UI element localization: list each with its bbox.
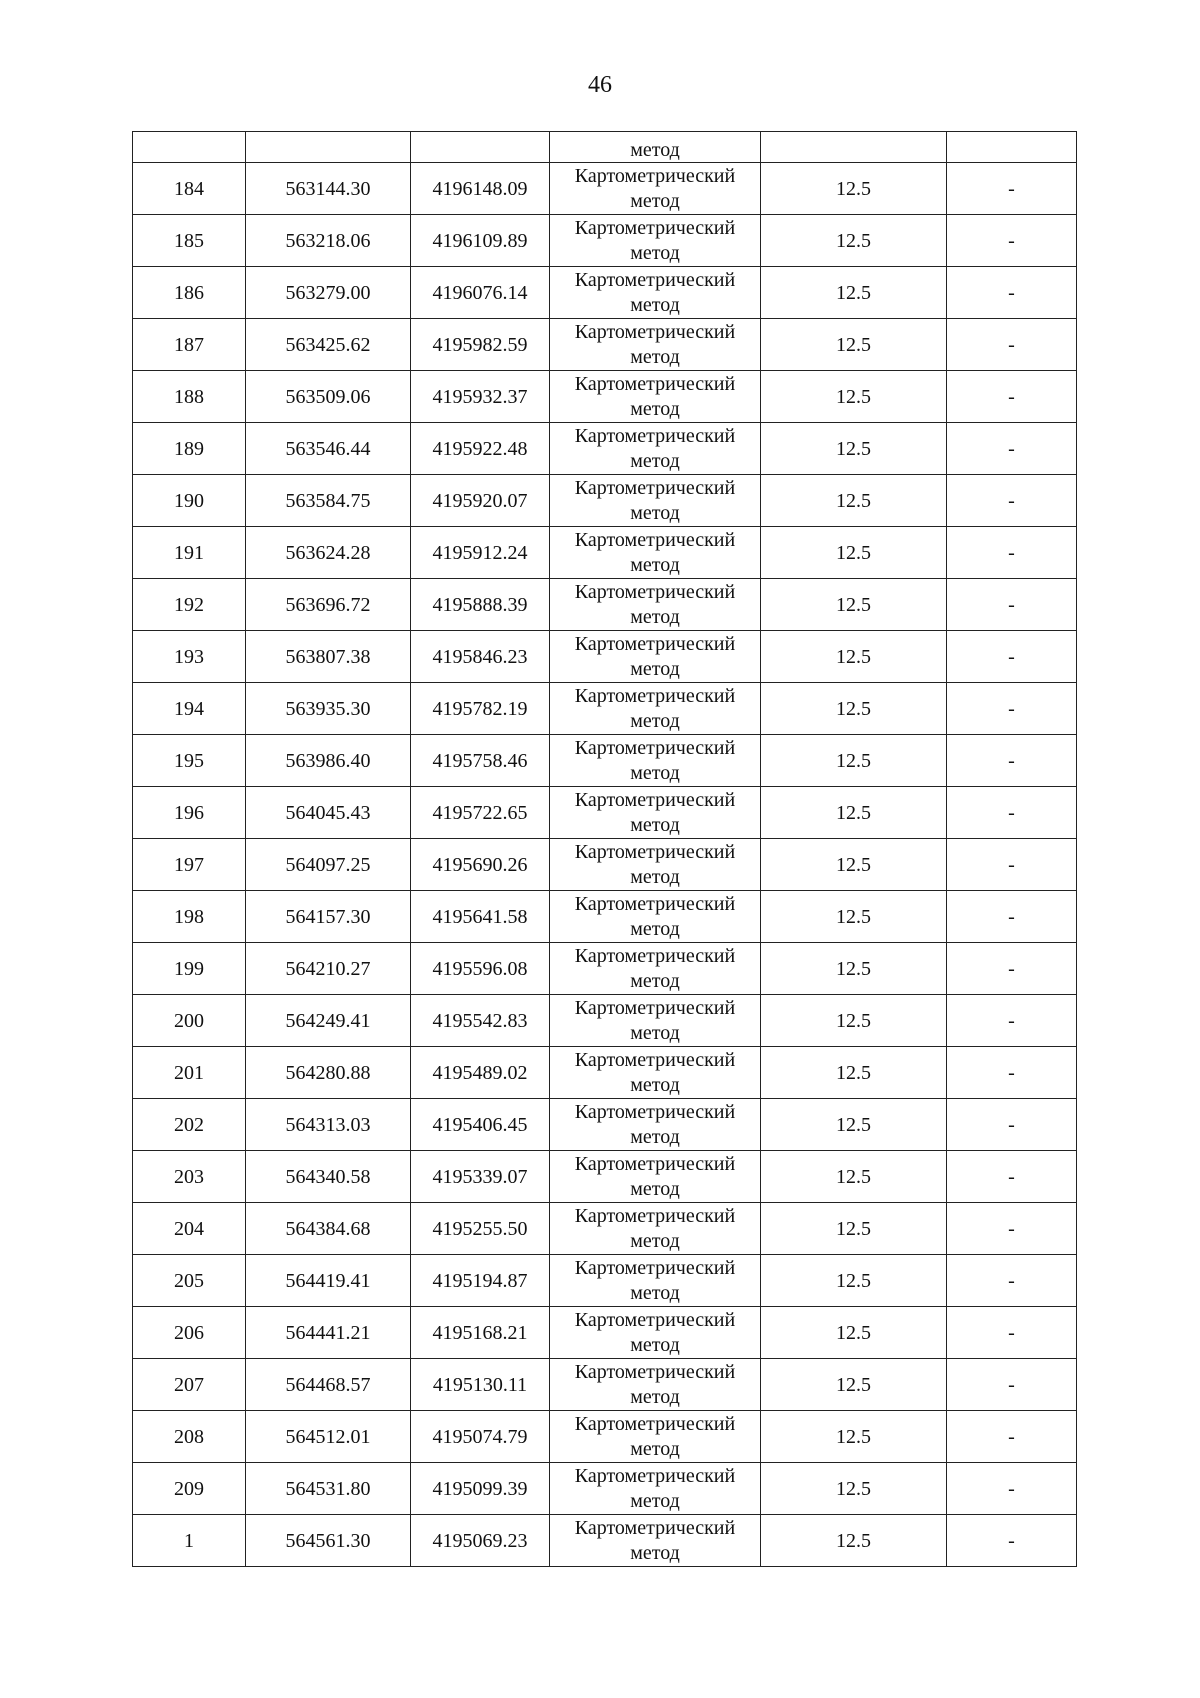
method-line-1: Картометрический (574, 840, 736, 863)
y-coordinate-cell: 4195255.50 (411, 1203, 550, 1255)
note-cell: - (947, 267, 1077, 319)
method-line-2: метод (630, 1073, 680, 1096)
point-number-cell: 209 (133, 1463, 246, 1515)
y-coordinate-cell: 4195406.45 (411, 1099, 550, 1151)
x-coordinate-cell: 564512.01 (246, 1411, 411, 1463)
method-line-2: метод (630, 917, 680, 940)
point-number-cell: 186 (133, 267, 246, 319)
note-cell: - (947, 1359, 1077, 1411)
point-number-cell: 199 (133, 943, 246, 995)
method-line-2: метод (630, 553, 680, 576)
method-line-2: метод (630, 1021, 680, 1044)
accuracy-cell: 12.5 (761, 891, 947, 943)
method-line-1: Картометрический (574, 1256, 736, 1279)
method-line-2: метод (630, 501, 680, 524)
x-coordinate-cell: 563624.28 (246, 527, 411, 579)
x-coordinate-cell: 563144.30 (246, 163, 411, 215)
y-coordinate-cell: 4196148.09 (411, 163, 550, 215)
note-cell: - (947, 423, 1077, 475)
method-cell (550, 631, 761, 683)
table-row (133, 1151, 1077, 1203)
method-cell (550, 1515, 761, 1567)
accuracy-cell: 12.5 (761, 1255, 947, 1307)
method-line-2: метод (630, 865, 680, 888)
method-line-1: Картометрический (574, 528, 736, 551)
note-cell: - (947, 839, 1077, 891)
y-coordinate-cell: 4195846.23 (411, 631, 550, 683)
table-row (133, 215, 1077, 267)
method-cell (550, 319, 761, 371)
point-number-cell: 197 (133, 839, 246, 891)
point-number-cell: 191 (133, 527, 246, 579)
method-line-2: метод (630, 1125, 680, 1148)
method-line-1: Картометрический (574, 1308, 736, 1331)
method-line-2: метод (630, 189, 680, 212)
method-line-2: метод (630, 1177, 680, 1200)
note-cell: - (947, 1047, 1077, 1099)
y-coordinate-cell: 4195489.02 (411, 1047, 550, 1099)
table-row (133, 1047, 1077, 1099)
table-row (133, 1099, 1077, 1151)
y-coordinate-cell: 4195074.79 (411, 1411, 550, 1463)
note-cell: - (947, 735, 1077, 787)
table-row (133, 1411, 1077, 1463)
accuracy-cell: 12.5 (761, 1203, 947, 1255)
x-coordinate-cell: 564561.30 (246, 1515, 411, 1567)
method-line-2: метод (630, 397, 680, 420)
method-line-1: Картометрический (574, 1048, 736, 1071)
y-coordinate-cell: 4195641.58 (411, 891, 550, 943)
accuracy-cell: 12.5 (761, 1359, 947, 1411)
x-coordinate-cell: 564249.41 (246, 995, 411, 1047)
accuracy-cell: 12.5 (761, 735, 947, 787)
method-line-2: метод (630, 1229, 680, 1252)
accuracy-cell: 12.5 (761, 1411, 947, 1463)
method-line-2: метод (630, 449, 680, 472)
accuracy-cell: 12.5 (761, 1099, 947, 1151)
note-cell: - (947, 1151, 1077, 1203)
note-cell: - (947, 1203, 1077, 1255)
method-line-1: Картометрический (574, 164, 736, 187)
point-number-cell: 188 (133, 371, 246, 423)
note-cell: - (947, 1515, 1077, 1567)
accuracy-cell: 12.5 (761, 1463, 947, 1515)
x-coordinate-cell: 564097.25 (246, 839, 411, 891)
y-coordinate-cell: 4195982.59 (411, 319, 550, 371)
y-coordinate-cell: 4195130.11 (411, 1359, 550, 1411)
y-coordinate-cell: 4195168.21 (411, 1307, 550, 1359)
method-cell (550, 1255, 761, 1307)
method-cell (550, 163, 761, 215)
y-coordinate-cell: 4195782.19 (411, 683, 550, 735)
method-line-2: метод (630, 293, 680, 316)
method-line-1: Картометрический (574, 1412, 736, 1435)
table-row (133, 735, 1077, 787)
point-number-cell: 185 (133, 215, 246, 267)
continuation-row (133, 132, 1077, 163)
point-number-cell: 200 (133, 995, 246, 1047)
method-line-1: Картометрический (574, 1464, 736, 1487)
point-number-cell: 206 (133, 1307, 246, 1359)
method-line-1: Картометрический (574, 320, 736, 343)
accuracy-cell: 12.5 (761, 943, 947, 995)
note-cell: - (947, 891, 1077, 943)
x-coordinate-cell: 563546.44 (246, 423, 411, 475)
y-coordinate-cell: 4195339.07 (411, 1151, 550, 1203)
accuracy-cell: 12.5 (761, 527, 947, 579)
point-number-cell: 193 (133, 631, 246, 683)
accuracy-cell: 12.5 (761, 267, 947, 319)
method-line-2: метод (630, 657, 680, 680)
y-coordinate-cell: 4195542.83 (411, 995, 550, 1047)
table-row (133, 839, 1077, 891)
point-number-cell: 194 (133, 683, 246, 735)
accuracy-cell: 12.5 (761, 1307, 947, 1359)
method-cell (550, 1463, 761, 1515)
method-line-2: метод (630, 1385, 680, 1408)
note-cell: - (947, 787, 1077, 839)
accuracy-cell: 12.5 (761, 1515, 947, 1567)
point-number-cell: 205 (133, 1255, 246, 1307)
method-cell (550, 1307, 761, 1359)
method-cell (550, 943, 761, 995)
table-row (133, 943, 1077, 995)
x-coordinate-cell: 564045.43 (246, 787, 411, 839)
table-row (133, 371, 1077, 423)
accuracy-cell: 12.5 (761, 319, 947, 371)
note-cell: - (947, 1463, 1077, 1515)
table-row (133, 1255, 1077, 1307)
x-coordinate-cell: 564468.57 (246, 1359, 411, 1411)
method-cell (550, 1359, 761, 1411)
method-cell (550, 215, 761, 267)
method-cell (550, 839, 761, 891)
table-row (133, 631, 1077, 683)
x-coordinate-cell: 564419.41 (246, 1255, 411, 1307)
method-line-1: Картометрический (574, 1516, 736, 1539)
method-line-2: метод (630, 1281, 680, 1304)
method-cell (550, 1203, 761, 1255)
note-cell: - (947, 475, 1077, 527)
accuracy-cell: 12.5 (761, 1151, 947, 1203)
method-line-2: метод (630, 969, 680, 992)
point-number-cell: 198 (133, 891, 246, 943)
note-cell: - (947, 1099, 1077, 1151)
x-coordinate-cell: 563696.72 (246, 579, 411, 631)
x-coordinate-cell: 564531.80 (246, 1463, 411, 1515)
accuracy-cell: 12.5 (761, 371, 947, 423)
note-cell: - (947, 1255, 1077, 1307)
x-coordinate-cell: 564441.21 (246, 1307, 411, 1359)
method-line-1: Картометрический (574, 736, 736, 759)
method-line-1: Картометрический (574, 580, 736, 603)
accuracy-cell: 12.5 (761, 163, 947, 215)
accuracy-cell: 12.5 (761, 579, 947, 631)
method-line-2: метод (630, 1437, 680, 1460)
x-coordinate-cell: 563279.00 (246, 267, 411, 319)
table-row (133, 527, 1077, 579)
x-coordinate-cell: 563509.06 (246, 371, 411, 423)
y-coordinate-cell: 4195690.26 (411, 839, 550, 891)
y-coordinate-cell: 4195758.46 (411, 735, 550, 787)
method-line-2: метод (630, 1333, 680, 1356)
table-row (133, 475, 1077, 527)
method-cell (550, 787, 761, 839)
y-coordinate-cell: 4195888.39 (411, 579, 550, 631)
coordinates-table (132, 131, 1077, 1567)
method-line-1: Картометрический (574, 372, 736, 395)
accuracy-cell: 12.5 (761, 1047, 947, 1099)
table-row (133, 423, 1077, 475)
point-number-cell: 184 (133, 163, 246, 215)
y-coordinate-cell: 4196076.14 (411, 267, 550, 319)
method-line-1: Картометрический (574, 268, 736, 291)
accuracy-cell: 12.5 (761, 995, 947, 1047)
empty-cell (761, 132, 947, 163)
x-coordinate-cell: 563584.75 (246, 475, 411, 527)
method-line-1: Картометрический (574, 684, 736, 707)
y-coordinate-cell: 4195194.87 (411, 1255, 550, 1307)
method-cell (550, 1151, 761, 1203)
table-row (133, 267, 1077, 319)
note-cell: - (947, 579, 1077, 631)
method-line-2: метод (630, 813, 680, 836)
y-coordinate-cell: 4196109.89 (411, 215, 550, 267)
method-cell (550, 423, 761, 475)
point-number-cell: 195 (133, 735, 246, 787)
method-line-2: метод (630, 241, 680, 264)
method-line-1: Картометрический (574, 476, 736, 499)
y-coordinate-cell: 4195932.37 (411, 371, 550, 423)
x-coordinate-cell: 564313.03 (246, 1099, 411, 1151)
method-cell (550, 371, 761, 423)
empty-cell (947, 132, 1077, 163)
method-cell (550, 1099, 761, 1151)
x-coordinate-cell: 563986.40 (246, 735, 411, 787)
table-row (133, 1307, 1077, 1359)
table-row (133, 1463, 1077, 1515)
x-coordinate-cell: 563218.06 (246, 215, 411, 267)
table-row (133, 579, 1077, 631)
method-line-2: метод (630, 345, 680, 368)
method-line-1: Картометрический (574, 944, 736, 967)
point-number-cell: 187 (133, 319, 246, 371)
accuracy-cell: 12.5 (761, 839, 947, 891)
method-line-1: Картометрический (574, 424, 736, 447)
note-cell: - (947, 1307, 1077, 1359)
method-line-1: Картометрический (574, 892, 736, 915)
note-cell: - (947, 319, 1077, 371)
continuation-method-cell: метод (550, 132, 761, 163)
method-cell (550, 267, 761, 319)
method-line-2: метод (630, 761, 680, 784)
method-line-1: Картометрический (574, 1360, 736, 1383)
method-line-1: Картометрический (574, 1152, 736, 1175)
note-cell: - (947, 371, 1077, 423)
y-coordinate-cell: 4195722.65 (411, 787, 550, 839)
method-line-1: Картометрический (574, 1100, 736, 1123)
empty-cell (133, 132, 246, 163)
table-row (133, 683, 1077, 735)
y-coordinate-cell: 4195099.39 (411, 1463, 550, 1515)
accuracy-cell: 12.5 (761, 683, 947, 735)
method-line-1: Картометрический (574, 1204, 736, 1227)
point-number-cell: 190 (133, 475, 246, 527)
table-row (133, 1515, 1077, 1567)
method-line-1: Картометрический (574, 788, 736, 811)
accuracy-cell: 12.5 (761, 631, 947, 683)
accuracy-cell: 12.5 (761, 423, 947, 475)
table-row (133, 319, 1077, 371)
point-number-cell: 196 (133, 787, 246, 839)
table-row (133, 995, 1077, 1047)
point-number-cell: 204 (133, 1203, 246, 1255)
note-cell: - (947, 995, 1077, 1047)
table-row (133, 891, 1077, 943)
accuracy-cell: 12.5 (761, 787, 947, 839)
method-line-2: метод (630, 605, 680, 628)
point-number-cell: 192 (133, 579, 246, 631)
method-line-1: Картометрический (574, 996, 736, 1019)
point-number-cell: 202 (133, 1099, 246, 1151)
note-cell: - (947, 943, 1077, 995)
note-cell: - (947, 527, 1077, 579)
table-body (133, 132, 1077, 1567)
note-cell: - (947, 163, 1077, 215)
point-number-cell: 1 (133, 1515, 246, 1567)
method-line-1: Картометрический (574, 216, 736, 239)
method-cell (550, 995, 761, 1047)
page-number: 46 (588, 72, 612, 98)
x-coordinate-cell: 563425.62 (246, 319, 411, 371)
table-row (133, 787, 1077, 839)
note-cell: - (947, 631, 1077, 683)
empty-cell (246, 132, 411, 163)
y-coordinate-cell: 4195920.07 (411, 475, 550, 527)
method-cell (550, 683, 761, 735)
table-row (133, 163, 1077, 215)
method-line-2: метод (630, 1489, 680, 1512)
accuracy-cell: 12.5 (761, 475, 947, 527)
method-cell (550, 579, 761, 631)
y-coordinate-cell: 4195922.48 (411, 423, 550, 475)
x-coordinate-cell: 564157.30 (246, 891, 411, 943)
x-coordinate-cell: 564340.58 (246, 1151, 411, 1203)
table-row (133, 1203, 1077, 1255)
method-cell (550, 475, 761, 527)
method-cell (550, 1047, 761, 1099)
method-cell (550, 891, 761, 943)
point-number-cell: 189 (133, 423, 246, 475)
note-cell: - (947, 1411, 1077, 1463)
x-coordinate-cell: 564210.27 (246, 943, 411, 995)
method-cell (550, 527, 761, 579)
x-coordinate-cell: 563935.30 (246, 683, 411, 735)
x-coordinate-cell: 563807.38 (246, 631, 411, 683)
note-cell: - (947, 683, 1077, 735)
table-row (133, 1359, 1077, 1411)
method-line-1: Картометрический (574, 632, 736, 655)
method-line-2: метод (630, 709, 680, 732)
y-coordinate-cell: 4195912.24 (411, 527, 550, 579)
method-line-2: метод (630, 1541, 680, 1564)
point-number-cell: 207 (133, 1359, 246, 1411)
point-number-cell: 201 (133, 1047, 246, 1099)
y-coordinate-cell: 4195069.23 (411, 1515, 550, 1567)
empty-cell (411, 132, 550, 163)
x-coordinate-cell: 564280.88 (246, 1047, 411, 1099)
note-cell: - (947, 215, 1077, 267)
method-cell (550, 735, 761, 787)
y-coordinate-cell: 4195596.08 (411, 943, 550, 995)
x-coordinate-cell: 564384.68 (246, 1203, 411, 1255)
point-number-cell: 203 (133, 1151, 246, 1203)
method-cell (550, 1411, 761, 1463)
accuracy-cell: 12.5 (761, 215, 947, 267)
point-number-cell: 208 (133, 1411, 246, 1463)
